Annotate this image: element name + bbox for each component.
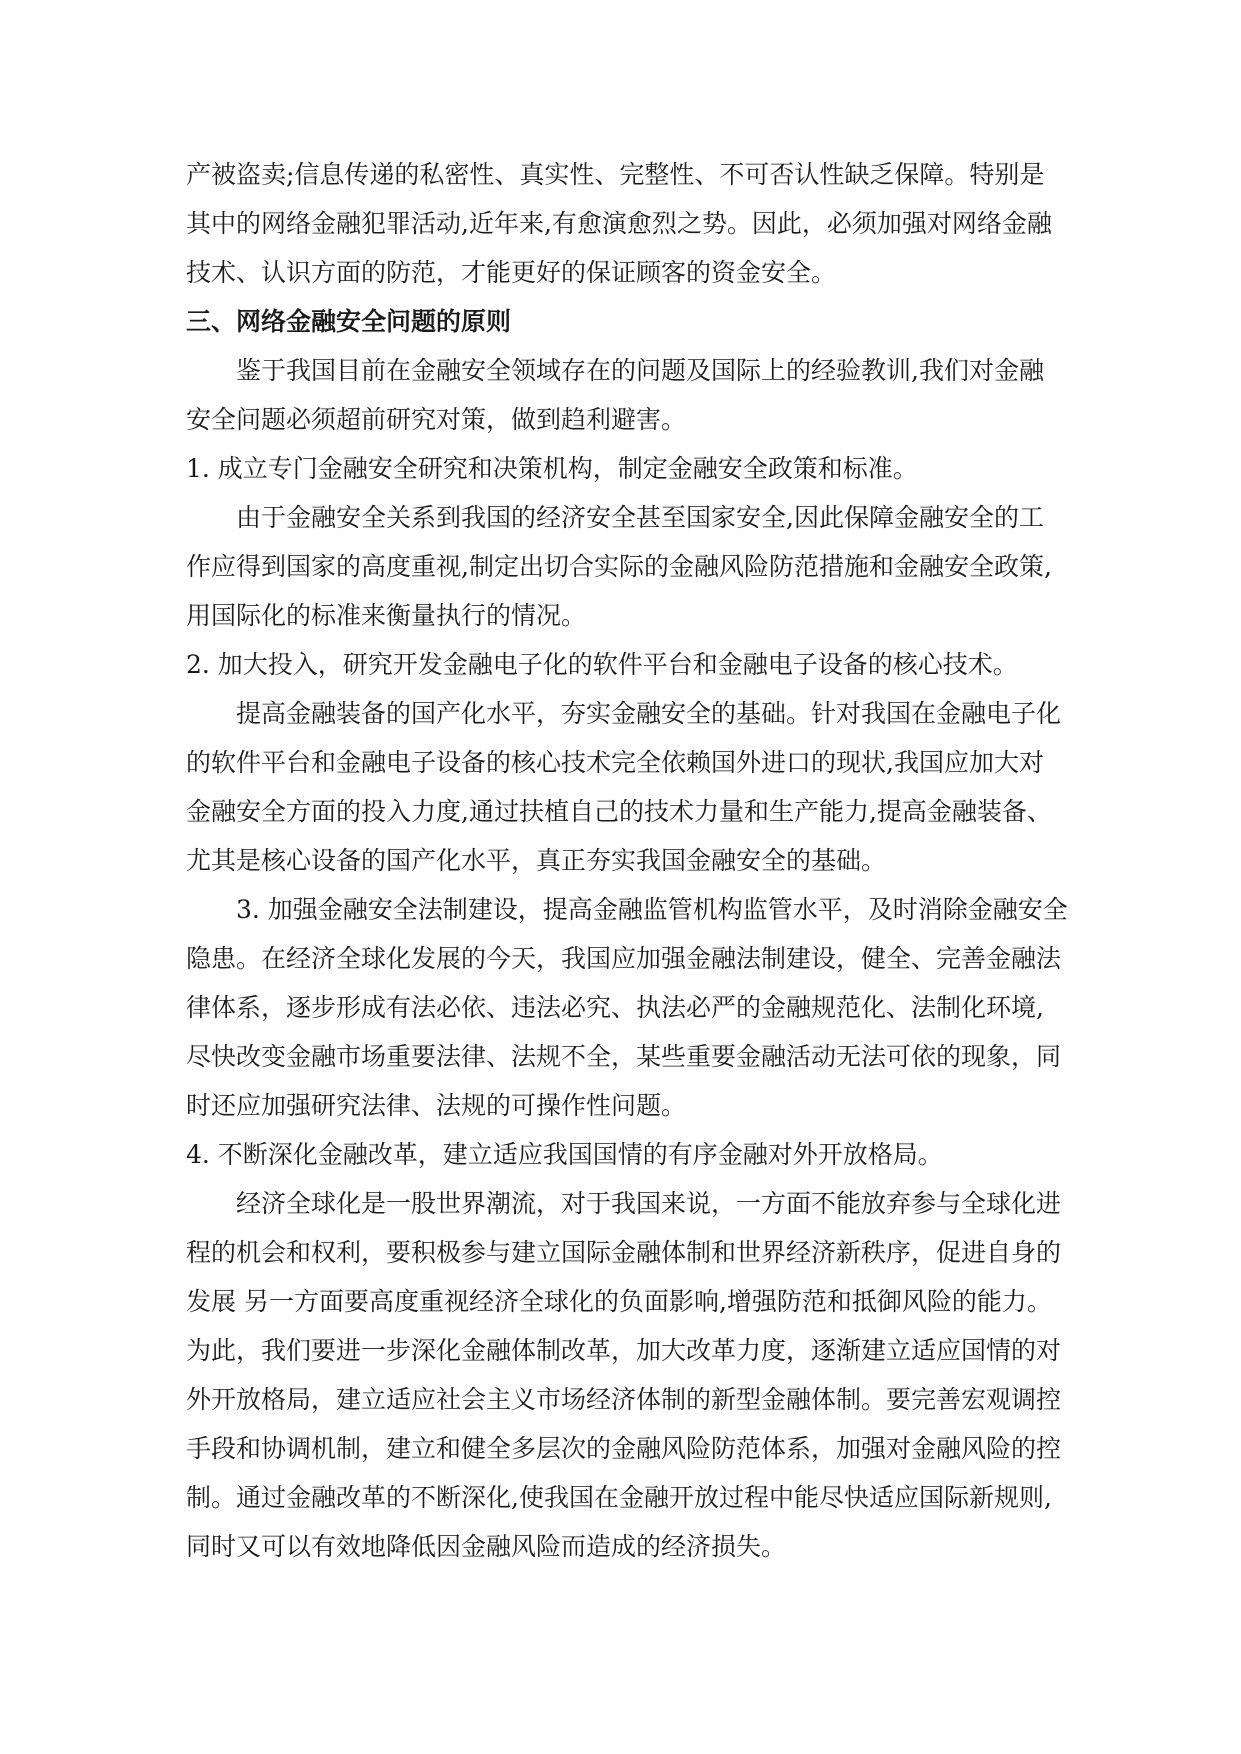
text-line [0, 738, 1241, 788]
line-text: 1. 成立专门金融安全研究和决策机构，制定金融安全政策和标准。 [186, 454, 918, 483]
line-text: 产被盗卖;信息传递的私密性、真实性、完整性、不可否认性缺乏保障。特别是 [186, 160, 1045, 189]
text-line [0, 1179, 1241, 1229]
text-line [0, 1473, 1241, 1523]
section-heading [0, 297, 1241, 347]
section-heading-text: 三、网络金融安全问题的原则 [186, 307, 512, 336]
text-line [0, 1522, 1241, 1572]
text-line [0, 1375, 1241, 1425]
line-text: 鉴于我国目前在金融安全领域存在的问题及国际上的经验教训,我们对金融 [236, 356, 1044, 385]
line-text: 程的机会和权利，要积极参与建立国际金融体制和世界经济新秩序，促进自身的 [186, 1238, 1062, 1267]
line-text: 同时又可以有效地降低因金融风险而造成的经济损失。 [186, 1532, 787, 1561]
text-line [0, 1424, 1241, 1474]
text-line [0, 934, 1241, 984]
line-text: 经济全球化是一股世界潮流，对于我国来说，一方面不能放弃参与全球化进 [236, 1189, 1062, 1218]
line-text: 的软件平台和金融电子设备的核心技术完全依赖国外进口的现状,我国应加大对 [186, 748, 1044, 777]
line-text: 发展 另一方面要高度重视经济全球化的负面影响,增强防范和抵御风险的能力。 [186, 1287, 1052, 1316]
line-text: 用国际化的标准来衡量执行的情况。 [186, 601, 587, 630]
text-line [0, 591, 1241, 641]
text-line [0, 983, 1241, 1033]
line-text: 外开放格局，建立适应社会主义市场经济体制的新型金融体制。要完善宏观调控 [186, 1385, 1062, 1414]
line-text: 提高金融装备的国产化水平，夯实金融安全的基础。针对我国在金融电子化 [236, 699, 1062, 728]
line-text: 尤其是核心设备的国产化水平，真正夯实我国金融安全的基础。 [186, 846, 887, 875]
line-text: 制。通过金融改革的不断深化,使我国在金融开放过程中能尽快适应国际新规则, [186, 1483, 1052, 1512]
line-text: 时还应加强研究法律、法规的可操作性问题。 [186, 1091, 687, 1120]
line-text: 金融安全方面的投入力度,通过扶植自己的技术力量和生产能力,提高金融装备、 [186, 797, 1052, 826]
text-line [0, 1326, 1241, 1376]
line-text: 隐患。在经济全球化发展的今天，我国应加强金融法制建设，健全、完善金融法 [186, 944, 1062, 973]
text-line [0, 248, 1241, 298]
text-line [0, 787, 1241, 837]
text-line [0, 1081, 1241, 1131]
line-text: 安全问题必须超前研究对策，做到趋利避害。 [186, 405, 687, 434]
line-text: 4. 不断深化金融改革，建立适应我国国情的有序金融对外开放格局。 [186, 1140, 943, 1169]
line-text: 其中的网络金融犯罪活动,近年来,有愈演愈烈之势。因此，必须加强对网络金融 [186, 209, 1052, 238]
text-line [0, 640, 1241, 690]
text-line [0, 1032, 1241, 1082]
text-line [0, 150, 1241, 200]
line-text: 手段和协调机制，建立和健全多层次的金融风险防范体系，加强对金融风险的控 [186, 1434, 1062, 1463]
text-line [0, 836, 1241, 886]
line-text: 3. 加强金融安全法制建设，提高金融监管机构监管水平，及时消除金融安全 [236, 895, 1068, 924]
text-line [0, 444, 1241, 494]
text-line [0, 1228, 1241, 1278]
text-line [0, 689, 1241, 739]
text-line [0, 1130, 1241, 1180]
line-text: 作应得到国家的高度重视,制定出切合实际的金融风险防范措施和金融安全政策, [186, 552, 1052, 581]
text-line [0, 395, 1241, 445]
line-text: 由于金融安全关系到我国的经济安全甚至国家安全,因此保障金融安全的工 [236, 503, 1044, 532]
text-line [0, 1277, 1241, 1327]
text-line [0, 493, 1241, 543]
line-text: 为此，我们要进一步深化金融体制改革，加大改革力度，逐渐建立适应国情的对 [186, 1336, 1062, 1365]
text-line [0, 199, 1241, 249]
line-text: 尽快改变金融市场重要法律、法规不全，某些重要金融活动无法可依的现象，同 [186, 1042, 1062, 1071]
text-line [0, 542, 1241, 592]
line-text: 2. 加大投入，研究开发金融电子化的软件平台和金融电子设备的核心技术。 [186, 650, 1018, 679]
line-text: 技术、认识方面的防范，才能更好的保证顾客的资金安全。 [186, 258, 837, 287]
text-line [0, 885, 1241, 935]
text-line [0, 346, 1241, 396]
line-text: 律体系，逐步形成有法必依、违法必究、执法必严的金融规范化、法制化环境, [186, 993, 1044, 1022]
